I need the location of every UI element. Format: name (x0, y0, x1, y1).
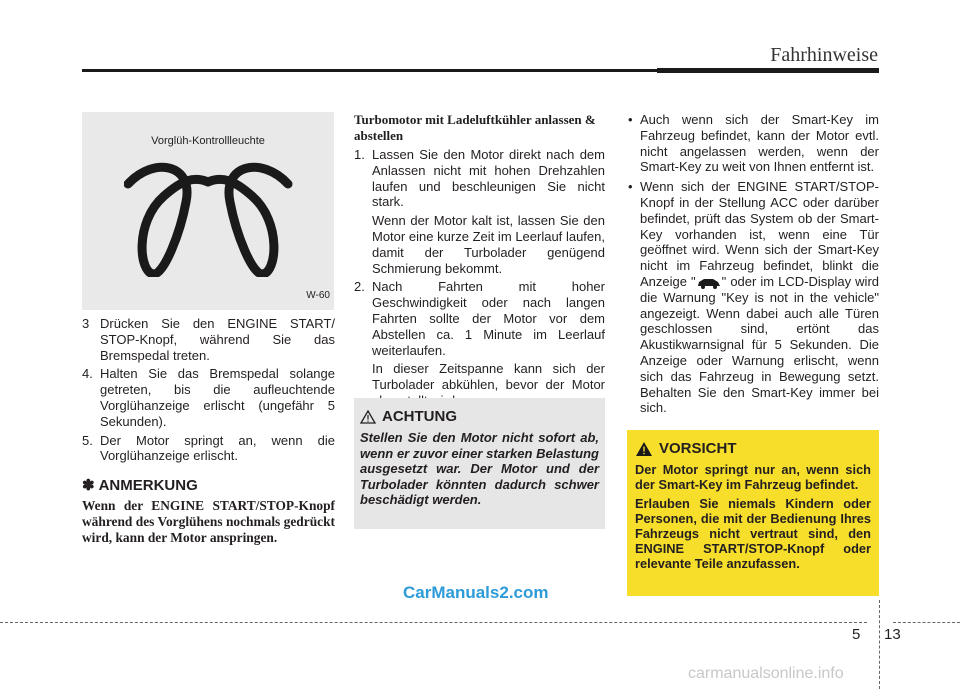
turbo-step-1 (354, 147, 605, 276)
bullet-text: Wenn sich der ENGINE START/STOP-Knopf in der Stellung ACC oder darüber befindet, prüft das System ob der Smart-Key vorhanden ist, wenn eine Tür geöffnet wird. Wenn sich der Smart-Key nicht im Fahrzeug befindet, blinkt die Anzeige " (640, 179, 879, 289)
step-number: 2. (354, 279, 365, 295)
column-middle (354, 112, 605, 412)
step-text: Lassen Sie den Motor direkt nach dem Anlassen nicht mit hohen Drehzahlen laufen und beschleunigen Sie nicht stark. (372, 147, 605, 210)
step-3 (82, 316, 335, 363)
caution-title: ACHTUNG (382, 408, 457, 425)
page-number: 13 (884, 626, 901, 643)
warning-text (635, 462, 871, 571)
bullet-item (626, 179, 879, 416)
step-number: 1. (354, 147, 365, 162)
step-4 (82, 366, 335, 429)
footer-rule (893, 622, 960, 623)
watermark-text: carmanualsonline.info (688, 665, 844, 682)
column-left (82, 112, 335, 546)
warning-paragraph: Der Motor springt nur an, wenn sich der Smart-Key im Fahrzeug befindet. (635, 462, 871, 492)
glow-plug-indicator-icon (124, 162, 294, 277)
chapter-number: 5 (852, 626, 861, 643)
step-text: In dieser Zeitspanne kann sich der Turbolader abkühlen, bevor der Motor (372, 361, 605, 393)
footer-rule (0, 622, 867, 623)
note-symbol-icon: ✽ (82, 477, 95, 495)
figure-code: W-60 (306, 290, 330, 302)
warning-title: VORSICHT (659, 440, 737, 457)
glow-plug-figure (82, 112, 334, 310)
bullet-text: Auch wenn sich der Smart-Key im Fahrzeug befindet, kann der Motor evtl. nicht angelassen werden, wenn der Smart-Key zu weit von Ihnen entfernt ist. (640, 112, 879, 175)
step-text: Der Motor springt an, wenn die Vorglühanzeige erlischt. (100, 432, 335, 464)
header-rule (82, 69, 657, 72)
step-text: Wenn der Motor kalt ist, lassen Sie den Motor eine kurze Zeit im Leerlauf laufen, damit der Turbolader genügend Schmierung bekommt. (372, 213, 605, 276)
caution-box (354, 398, 605, 529)
note-title: ANMERKUNG (98, 477, 198, 495)
step-number: 5. (82, 432, 93, 448)
turbo-step-2 (354, 279, 605, 408)
bullet-dot: • (628, 112, 633, 127)
note-heading (82, 478, 335, 494)
step-number: 3 (82, 316, 90, 331)
step-number: 4. (82, 366, 93, 382)
warning-triangle-icon (635, 441, 653, 457)
turbo-heading: Turbomotor mit Ladeluftkühler anlassen & abstellen (354, 112, 596, 143)
step-text: Halten Sie das Bremspedal solange getreten, bis die aufleuchtende Vorglühanzeige erlischt (ungefähr 5 Sekunden). (100, 366, 335, 429)
car-key-indicator-icon (696, 277, 722, 289)
header-rule-accent (657, 68, 879, 73)
watermark-link[interactable]: CarManuals2.com (403, 583, 549, 602)
warning-box (627, 430, 879, 596)
caution-text: Stellen Sie den Motor nicht sofort ab, wenn er zuvor einer starken Belastung ausgesetzt war. Der Motor und der Turbolader könnten dadurch schwer beschädigt werden. (360, 430, 599, 508)
section-title: Fahrhinweise (770, 44, 878, 66)
figure-caption: Vorglüh-Kontrollleuchte (151, 135, 265, 147)
bullet-dot: • (628, 179, 633, 195)
warning-paragraph: Erlauben Sie niemals Kindern oder Personen, die mit der Bedienung Ihres Fahrzeugs nicht vertraut sind, den ENGINE START/STOP-Knopf oder relevante Teile anzufassen. (635, 496, 871, 571)
note-text: Wenn der ENGINE START/STOP-Knopf während des Vorglühens nochmals gedrückt wird, kann der Motor anspringen. (82, 497, 335, 545)
bullet-text: " oder im LCD-Display wird die Warnung "Key is not in the vehicle" angezeigt. Wenn dabei auch alle Türen geschlossen sind, ertönt das Akustikwarnsignal für 5 Sekunden. Die Anzeige oder Warnung erlischt, wenn sich das Fahrzeug in Bewegung setzt. Behalten Sie den Smart-Key immer bei sich. (640, 273, 879, 416)
column-right (626, 112, 879, 420)
caution-heading (360, 408, 599, 425)
footer-divider (879, 600, 880, 689)
step-text: Nach Fahrten mit hoher Geschwindigkeit oder nach langen Fahrten sollte der Motor vor dem Abstellen ca. 1 Minute im Leerlauf weiterlaufen. (372, 279, 605, 358)
bullet-item (626, 112, 879, 175)
step-5 (82, 433, 335, 465)
warning-heading (635, 440, 871, 457)
step-text: Drücken Sie den ENGINE START/ STOP-Knopf, während Sie das Bremspedal treten. (100, 316, 335, 363)
warning-triangle-icon (360, 410, 376, 424)
